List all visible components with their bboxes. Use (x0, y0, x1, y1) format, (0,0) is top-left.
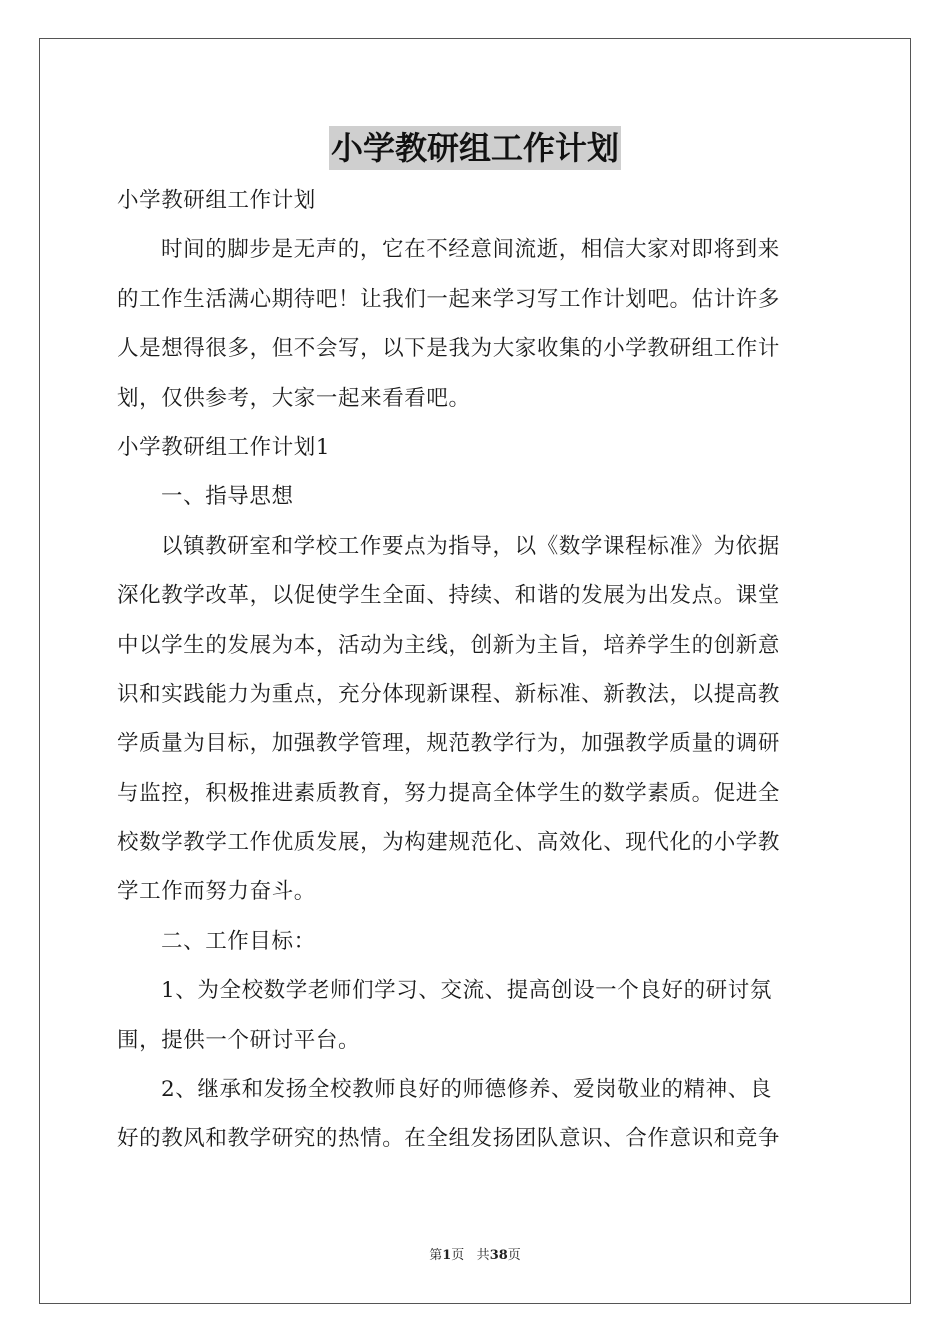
text-line: 人是想得很多，但不会写，以下是我为大家收集的小学教研组工作计 (117, 336, 781, 362)
text-line: 好的教风和教学研究的热情。在全组发扬团队意识、合作意识和竞争 (117, 1126, 781, 1152)
text-line: 校数学教学工作优质发展，为构建规范化、高效化、现代化的小学教 (117, 830, 781, 856)
text-line: 学质量为目标，加强教学管理，规范教学行为，加强教学质量的调研 (117, 731, 781, 757)
document-body (117, 176, 833, 1164)
text-line: 小学教研组工作计划 (117, 188, 316, 213)
text-line: 一、指导思想 (161, 484, 294, 510)
text-line: 二、工作目标： (161, 928, 316, 954)
total-label-suffix: 页 (507, 1248, 521, 1263)
text-line: 时间的脚步是无声的，它在不经意间流逝，相信大家对即将到来 (161, 237, 780, 263)
text-line: 小学教研组工作计划1 (117, 434, 331, 460)
text-line: 与监控，积极推进素质教育，努力提高全体学生的数学素质。促进全 (117, 780, 781, 806)
text-line: 学工作而努力奋斗。 (117, 879, 316, 905)
text-line: 中以学生的发展为本，活动为主线，创新为主旨，培养学生的创新意 (117, 632, 781, 658)
total-label-prefix: 共 (476, 1248, 490, 1263)
page-label-prefix: 第 (429, 1248, 443, 1263)
text-line: 深化教学改革，以促使学生全面、持续、和谐的发展为出发点。课堂 (117, 583, 781, 609)
title-container (0, 126, 950, 170)
page-label-suffix: 页 (451, 1248, 465, 1263)
text-line: 的工作生活满心期待吧！让我们一起来学习写工作计划吧。估计许多 (117, 286, 781, 312)
text-line: 围，提供一个研讨平台。 (117, 1027, 361, 1053)
text-line: 识和实践能力为重点，充分体现新课程、新标准、新教法，以提高教 (117, 681, 781, 707)
text-line: 2、继承和发扬全校教师良好的师德修养、爱岗敬业的精神、良 (161, 1077, 772, 1103)
page-footer (0, 1244, 950, 1263)
document-title: 小学教研组工作计划 (329, 126, 621, 170)
text-line: 1、为全校数学老师们学习、交流、提高创设一个良好的研讨氛 (161, 978, 772, 1004)
text-line: 以镇教研室和学校工作要点为指导，以《数学课程标准》为依据 (161, 533, 780, 559)
total-page-count: 38 (489, 1248, 508, 1263)
text-line: 划，仅供参考，大家一起来看看吧。 (117, 385, 471, 411)
current-page-number: 1 (442, 1248, 452, 1263)
